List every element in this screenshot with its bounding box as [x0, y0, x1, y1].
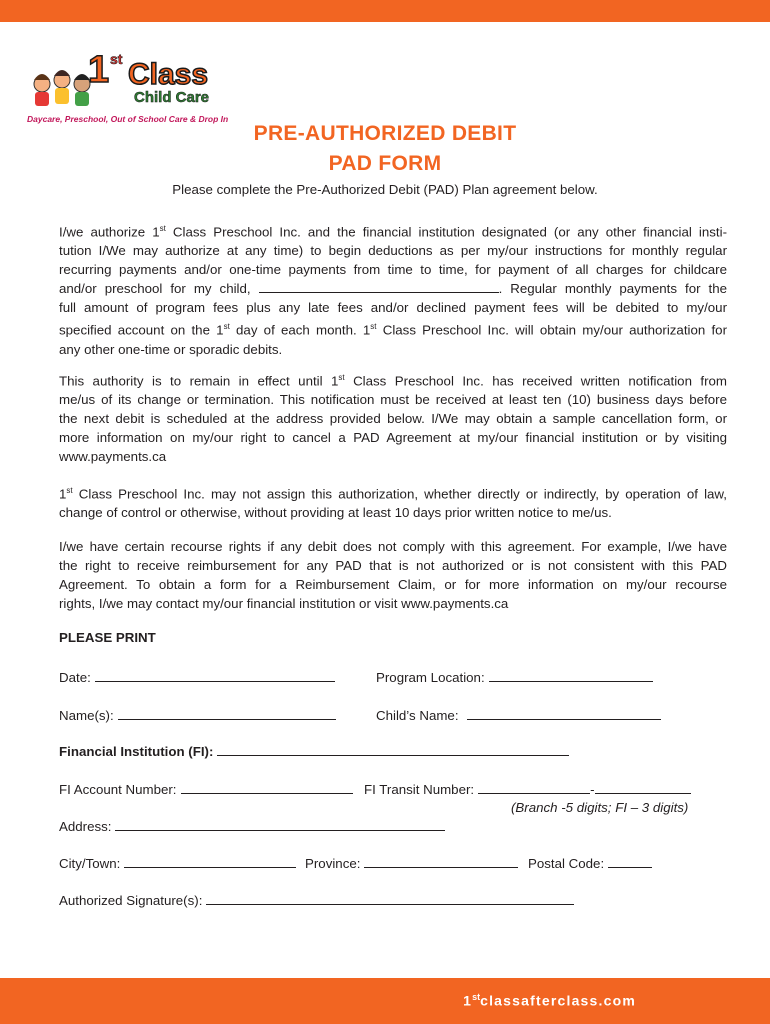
bottom-orange-bar: [0, 978, 770, 1024]
please-print-heading: PLEASE PRINT: [59, 630, 156, 645]
postal-code-field[interactable]: Postal Code:: [528, 854, 652, 871]
kids-illustration: [34, 70, 90, 106]
form-title-line1: PRE-AUTHORIZED DEBIT: [253, 122, 517, 145]
logo-tagline: Daycare, Preschool, Out of School Care & Drop In: [27, 114, 229, 124]
recourse-paragraph: I/we have certain recourse rights if any debit does not comply with this agreement. For example, I/we have the right to receive reimbursement for any PAD that is not authorized or is not consistent with this PAD Agreement. To obtain a form for a Reimbursement Claim, or for more information on my/our recourse rights, I/we may contact my/our financial institution or visit www.payments.ca: [59, 539, 727, 611]
financial-institution-field[interactable]: Financial Institution (FI):: [59, 742, 569, 759]
date-field[interactable]: Date:: [59, 668, 335, 685]
authorization-paragraph: I/we authorize 1st Class Preschool Inc. and the financial institution designated (or any other financial insti- tution I/We may authorize at any time) to begin deductions as per my/our instructions for monthly regular recurring payments and/or one-time payments from time to time, for payment of all charges for childcare and/or preschool for my child, . Regular monthly payments for the full amount of program fees plus any late fees and/or declined payment fees will be debited to my/our specified account on the 1st day of each month. 1st Class Preschool Inc. will obtain my/our authorization for any other one-time or sporadic debits.: [59, 224, 727, 357]
authority-duration-paragraph: This authority is to remain in effect until 1st Class Preschool Inc. has received written notification from me/us of its change or termination. This notification must be received at least ten (10) business days before the next debit is scheduled at the address provided below. I/We may obtain a sample cancellation form, or more information on my/our right to cancel a PAD Agreement at my/our financial institution or by visiting www.payments.ca: [59, 373, 727, 465]
logo-class-text: Class: [128, 58, 209, 91]
transit-format-note: (Branch -5 digits; FI – 3 digits): [511, 800, 689, 815]
logo-childcare-text: Child Care: [134, 89, 210, 106]
assignment-paragraph: 1st Class Preschool Inc. may not assign this authorization, whether directly or indirectly, by operation of law, change of control or otherwise, without providing at least 10 days prior written notice to me/us.: [59, 486, 727, 521]
child-name-field[interactable]: Child’s Name:: [376, 706, 661, 723]
names-field[interactable]: Name(s):: [59, 706, 336, 723]
program-location-field[interactable]: Program Location:: [376, 668, 653, 685]
fi-account-number-field[interactable]: FI Account Number:: [59, 780, 353, 797]
address-field[interactable]: Address:: [59, 817, 445, 834]
fi-transit-number-field[interactable]: FI Transit Number: -: [364, 780, 691, 797]
logo-number: 1: [88, 49, 110, 91]
website-url[interactable]: 1stclassafterclass.com: [463, 992, 636, 1009]
authorized-signature-field[interactable]: Authorized Signature(s):: [59, 891, 574, 908]
intro-text: Please complete the Pre-Authorized Debit (PAD) Plan agreement below.: [172, 182, 598, 197]
child-name-blank[interactable]: [259, 280, 499, 293]
province-field[interactable]: Province:: [305, 854, 518, 871]
top-orange-bar: [0, 0, 770, 22]
city-field[interactable]: City/Town:: [59, 854, 296, 871]
form-title-line2: PAD FORM: [328, 152, 442, 175]
logo-ordinal: st: [110, 51, 123, 67]
